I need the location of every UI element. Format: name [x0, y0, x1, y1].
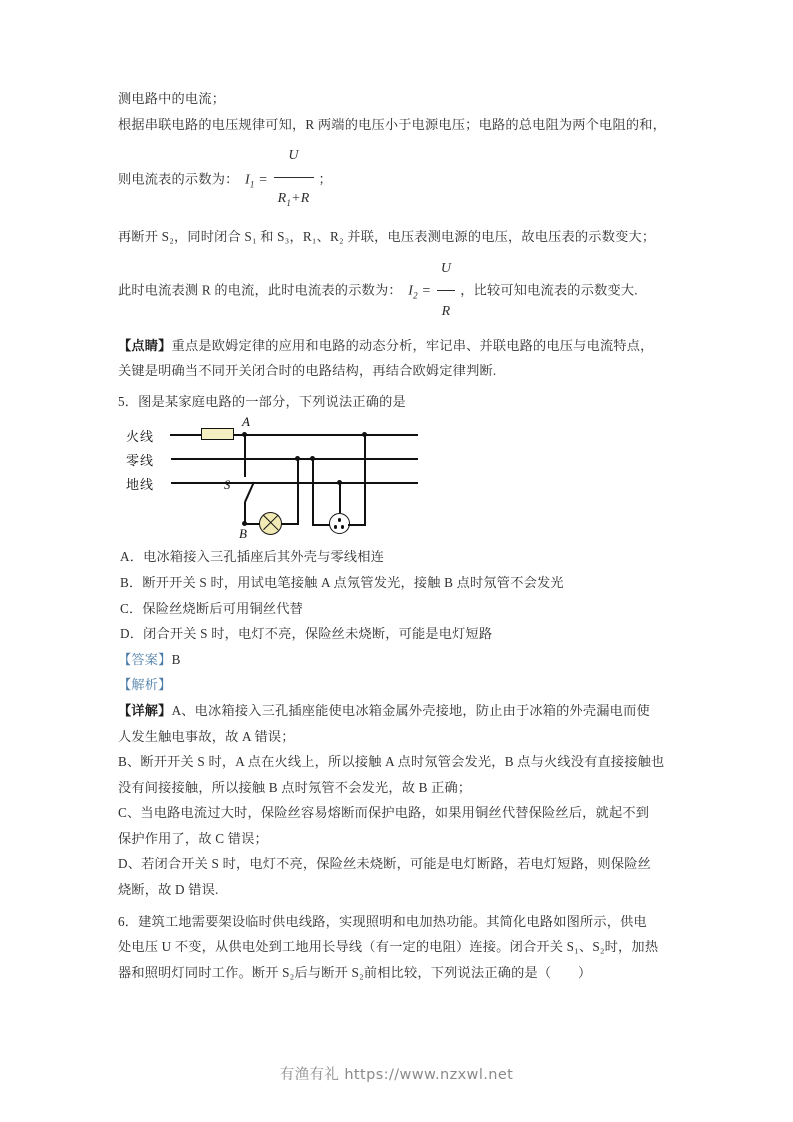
neutral-node-lamp — [295, 456, 300, 461]
detail-line-2: 人发生触电事故，故 A 错误； — [118, 728, 295, 744]
formula-1-numerator: U — [274, 136, 314, 178]
label-live-wire: 火线 — [126, 429, 155, 445]
three-hole-socket-icon — [329, 513, 350, 534]
question-6-line-2: 处电压 U 不变，从供电处到工地用长导线（有一定的电阻）连接。闭合开关 S₁、S₂时，加热 — [118, 939, 659, 955]
socket-hole-top — [338, 518, 341, 521]
formula-1-fraction — [274, 136, 314, 223]
ground-wire — [171, 482, 348, 484]
formula-2-prefix: 此时电流表测 R 的电流，此时电流表的示数为： — [118, 282, 402, 298]
wire-socket-neutral-riser — [312, 459, 314, 525]
tip-line-1 — [118, 333, 701, 359]
wire-socket-live-riser — [364, 435, 366, 525]
detail-line-6: 保护作用了，故 C 错误； — [118, 830, 268, 846]
solution-line: 测电路中的电流； — [118, 91, 226, 106]
socket-hole-right — [341, 525, 344, 528]
formula-1-suffix: ； — [318, 171, 332, 187]
formula-1-lhs-sub: 1 — [249, 179, 255, 190]
detail-line-4: 没有间接接触，所以接触 B 点时氖管不会发光，故 B 正确； — [118, 779, 472, 795]
formula-2-fraction — [437, 249, 455, 332]
formula-line-1 — [118, 137, 701, 224]
formula-2-denominator: R — [441, 303, 451, 319]
formula-2-lhs: I — [408, 283, 414, 299]
tip-text: 重点是欧姆定律的应用和电路的动态分析，牢记串、并联电路的电压与电流特点， — [171, 337, 654, 353]
point-b-label: B — [239, 526, 247, 542]
switch-s-label: S — [224, 478, 231, 493]
option-b[interactable]: B．断开开关 S 时，用试电笔接触 A 点氖管发光，接触 B 点时氖管不会发光 — [120, 574, 564, 590]
lamp-icon — [259, 512, 282, 535]
top-solution-block — [118, 86, 701, 384]
label-ground-wire: 地线 — [126, 477, 155, 493]
den-op: + — [291, 191, 301, 207]
detail-line-1 — [118, 698, 701, 724]
live-wire-right — [348, 434, 418, 436]
tip-marker: 【点睛】 — [118, 337, 172, 353]
neutral-wire-right — [348, 458, 418, 460]
formula-1-lhs: I — [245, 172, 250, 188]
option-c[interactable]: C．保险丝烧断后可用铜丝代替 — [120, 600, 304, 616]
question-5-block — [118, 389, 701, 903]
den-a-sub: 1 — [286, 197, 292, 208]
wire-socket-ground-riser — [339, 483, 341, 513]
analysis-marker: 【解析】 — [118, 677, 172, 693]
answer-line — [118, 647, 701, 673]
circuit-diagram-q5 — [126, 414, 436, 542]
answer-marker: 【答案】 — [118, 651, 172, 667]
wire-lamp-neutral-riser — [297, 459, 299, 524]
footer-watermark: 有渔有礼 https://www.nzxwl.net — [279, 1067, 514, 1083]
label-neutral-wire: 零线 — [126, 453, 155, 469]
question-6-line-3: 器和照明灯同时工作。断开 S₂后与断开 S₂前相比较，下列说法正确的是（ ） — [118, 964, 592, 980]
den-a: R — [277, 191, 287, 207]
question-6-line-1: 6．建筑工地需要架设临时供电线路，实现照明和电加热功能。其简化电路如图所示，供电 — [118, 913, 647, 929]
point-a-label: A — [242, 414, 250, 430]
solution-line-3: 再断开 S₂，同时闭合 S₁ 和 S₃，R₁、R₂ 并联，电压表测电源的电压，故电压表的示数变大； — [118, 228, 656, 244]
solution-line: 根据串联电路的电压规律可知，R 两端的电压小于电源电压；电路的总电阻为两个电阻的和， — [118, 116, 666, 132]
den-b: R — [300, 191, 310, 207]
formula-2-equals: = — [421, 283, 432, 299]
detail-text: A、电冰箱接入三孔插座能使电冰箱金属外壳接地，防止由于冰箱的外壳漏电而使 — [171, 702, 650, 718]
switch-blade — [244, 482, 254, 503]
option-a[interactable]: A．电冰箱接入三孔插座后其外壳与零线相连 — [120, 549, 385, 565]
wire-socket-neutral-lead — [312, 524, 330, 526]
formula-2-suffix: ，比较可知电流表的示数变大. — [460, 282, 638, 298]
socket-hole-left — [334, 525, 337, 528]
formula-1-denominator — [274, 178, 314, 223]
formula-i2 — [408, 250, 457, 333]
wire-b-to-lamp — [244, 523, 260, 525]
option-d[interactable]: D．闭合开关 S 时，电灯不亮，保险丝未烧断，可能是电灯短路 — [120, 626, 493, 642]
ground-wire-right — [348, 482, 418, 484]
detail-line-3: B、断开开关 S 时，A 点在火线上，所以接触 A 点时氖管会发光，B 点与火线没有直接接触也 — [118, 754, 665, 770]
formula-2-lhs-sub: 2 — [413, 290, 418, 301]
formula-line-2 — [118, 250, 701, 333]
detail-line-5: C、当电路电流过大时，保险丝容易熔断而保护电路，如果用铜丝代替保险丝后，就起不到 — [118, 805, 650, 821]
detail-marker: 【详解】 — [118, 702, 172, 718]
question-6-block — [118, 909, 701, 986]
neutral-wire — [171, 458, 348, 460]
fuse-icon — [201, 428, 234, 440]
formula-1-equals: = — [258, 172, 268, 188]
question-5-stem: 5．图是某家庭电路的一部分，下列说法正确的是 — [118, 393, 406, 409]
tip-line-2: 关键是明确当不同开关闭合时的电路结构，再结合欧姆定律判断. — [118, 363, 497, 379]
live-wire-left — [170, 434, 348, 436]
detail-line-8: 烧断，故 D 错误. — [118, 882, 219, 898]
formula-i1 — [245, 137, 316, 224]
answer-value: B — [171, 651, 181, 667]
formula-2-numerator: U — [437, 249, 455, 291]
detail-line-7: D、若闭合开关 S 时，电灯不亮，保险丝未烧断，可能是电灯断路，若电灯短路，则保险丝 — [118, 856, 651, 872]
formula-1-prefix: 则电流表的示数为： — [118, 171, 239, 187]
wire-a-to-switch — [244, 435, 246, 477]
